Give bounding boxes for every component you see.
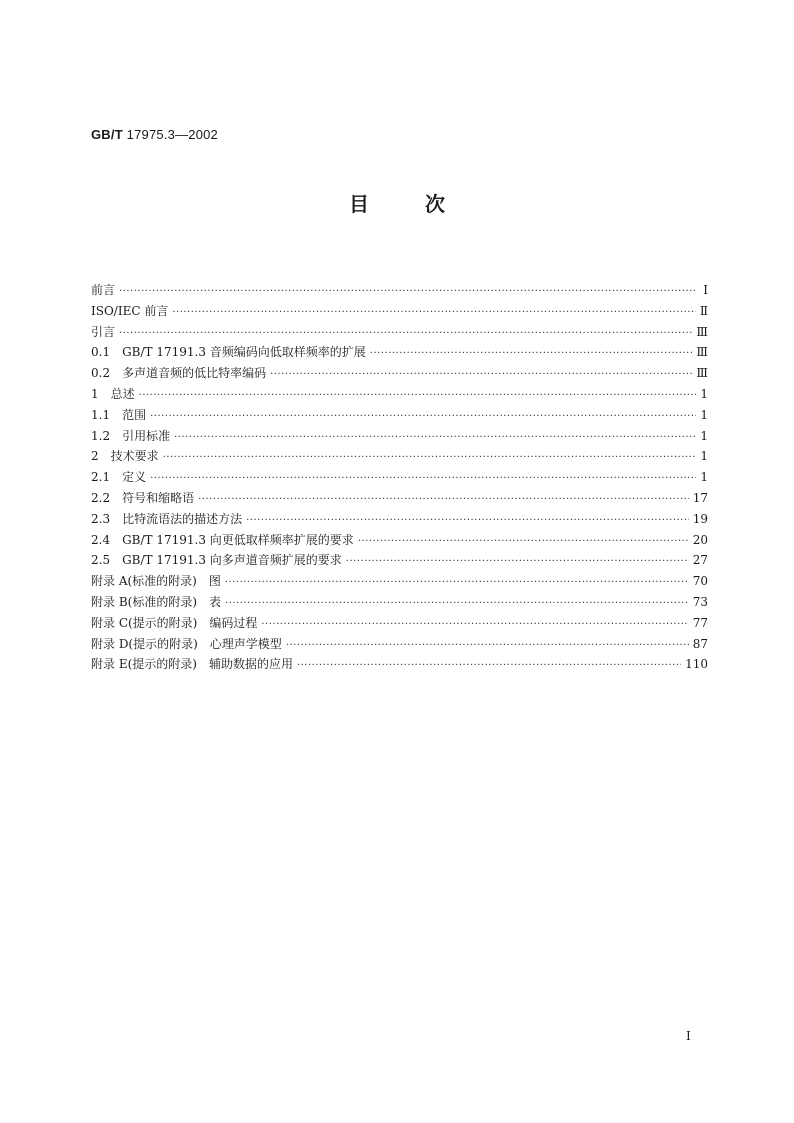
- standard-number: 17975.3—2002: [126, 127, 218, 142]
- toc-entry-page: 110: [685, 657, 708, 672]
- toc-entry[interactable]: [91, 301, 708, 322]
- dot-leader: [119, 282, 696, 303]
- toc-entry-page: 1: [700, 470, 708, 485]
- page-number: I: [686, 1029, 691, 1043]
- toc-entry-label: 前言: [91, 283, 116, 297]
- toc-entry-page: 77: [692, 615, 708, 630]
- dot-leader: [174, 428, 696, 449]
- toc-entry-label: 2.2 符号和缩略语: [91, 490, 195, 505]
- dot-leader: [270, 365, 692, 386]
- toc-entry-label: 附录 D(提示的附录) 心理声学模型: [91, 636, 282, 651]
- toc-entry-label: 附录 E(提示的附录) 辅助数据的应用: [91, 657, 293, 672]
- toc-entry-label: 附录 A(标准的附录) 图: [91, 574, 221, 589]
- toc-entry-label: 附录 B(标准的附录) 表: [91, 594, 221, 609]
- standard-code: GB/T: [91, 127, 123, 142]
- toc-entry[interactable]: [91, 467, 708, 488]
- toc-entry[interactable]: [91, 613, 708, 634]
- toc-entry-label: 0.1 GB/T 17191.3 音频编码向低取样频率的扩展: [91, 345, 366, 360]
- toc-entry[interactable]: [91, 634, 708, 655]
- toc-entry-page: 19: [692, 511, 708, 526]
- toc-title: [0, 188, 794, 217]
- toc-entry-page: 17: [692, 490, 708, 505]
- toc-entry-label: 0.2 多声道音频的低比特率编码: [91, 366, 267, 381]
- toc-entry[interactable]: [91, 342, 708, 363]
- toc-entry-page: 1: [700, 386, 708, 401]
- toc-entry-page: 1: [700, 449, 708, 464]
- toc-entry-page: 87: [692, 636, 708, 651]
- dot-leader: [225, 573, 689, 594]
- toc-entry-page: Ⅲ: [696, 324, 708, 339]
- dot-leader: [286, 636, 689, 657]
- toc-entry-page: I: [703, 283, 708, 297]
- toc-entry-label: 引言: [91, 324, 116, 339]
- dot-leader: [246, 511, 689, 532]
- toc-entry-label: 2.3 比特流语法的描述方法: [91, 511, 243, 526]
- dot-leader: [139, 386, 696, 407]
- dot-leader: [150, 469, 696, 490]
- toc-entry-label: 2.1 定义: [91, 470, 147, 485]
- table-of-contents: [91, 280, 708, 675]
- dot-leader: [358, 532, 689, 553]
- toc-entry[interactable]: [91, 446, 708, 467]
- dot-leader: [261, 615, 688, 636]
- dot-leader: [198, 490, 689, 511]
- toc-entry[interactable]: [91, 488, 708, 509]
- toc-entry-page: 1: [700, 407, 708, 422]
- toc-entry-label: 2.4 GB/T 17191.3 向更低取样频率扩展的要求: [91, 532, 354, 547]
- toc-entry-page: 1: [700, 428, 708, 443]
- toc-entry[interactable]: [91, 280, 708, 301]
- toc-title-char-2: 次: [425, 192, 445, 216]
- toc-entry-page: Ⅱ: [699, 303, 708, 318]
- toc-entry-page: 70: [692, 574, 708, 589]
- toc-entry-page: Ⅲ: [696, 345, 708, 360]
- toc-entry-label: 附录 C(提示的附录) 编码过程: [91, 615, 258, 630]
- document-header: [91, 127, 218, 142]
- toc-entry[interactable]: [91, 654, 708, 675]
- toc-entry[interactable]: [91, 530, 708, 551]
- toc-entry[interactable]: [91, 322, 708, 343]
- toc-entry[interactable]: [91, 550, 708, 571]
- toc-entry-page: Ⅲ: [696, 366, 708, 381]
- toc-entry-page: 73: [692, 594, 708, 609]
- toc-entry-label: 1 总述: [91, 386, 135, 401]
- dot-leader: [297, 656, 681, 677]
- toc-entry[interactable]: [91, 384, 708, 405]
- toc-entry-label: 2.5 GB/T 17191.3 向多声道音频扩展的要求: [91, 553, 342, 568]
- toc-entry[interactable]: [91, 571, 708, 592]
- dot-leader: [163, 448, 696, 469]
- toc-entry[interactable]: [91, 592, 708, 613]
- dot-leader: [150, 407, 696, 428]
- toc-entry-label: ISO/IEC 前言: [91, 303, 169, 318]
- dot-leader: [119, 324, 692, 345]
- dot-leader: [225, 594, 689, 615]
- toc-entry-label: 1.2 引用标准: [91, 428, 171, 443]
- toc-entry[interactable]: [91, 363, 708, 384]
- toc-title-char-1: 目: [349, 192, 369, 216]
- dot-leader: [172, 303, 696, 324]
- toc-entry-page: 27: [692, 553, 708, 568]
- dot-leader: [346, 552, 689, 573]
- toc-entry[interactable]: [91, 509, 708, 530]
- toc-entry[interactable]: [91, 426, 708, 447]
- toc-entry-label: 2 技术要求: [91, 449, 159, 464]
- dot-leader: [370, 344, 693, 365]
- toc-entry-label: 1.1 范围: [91, 407, 147, 422]
- toc-entry-page: 20: [692, 532, 708, 547]
- toc-entry[interactable]: [91, 405, 708, 426]
